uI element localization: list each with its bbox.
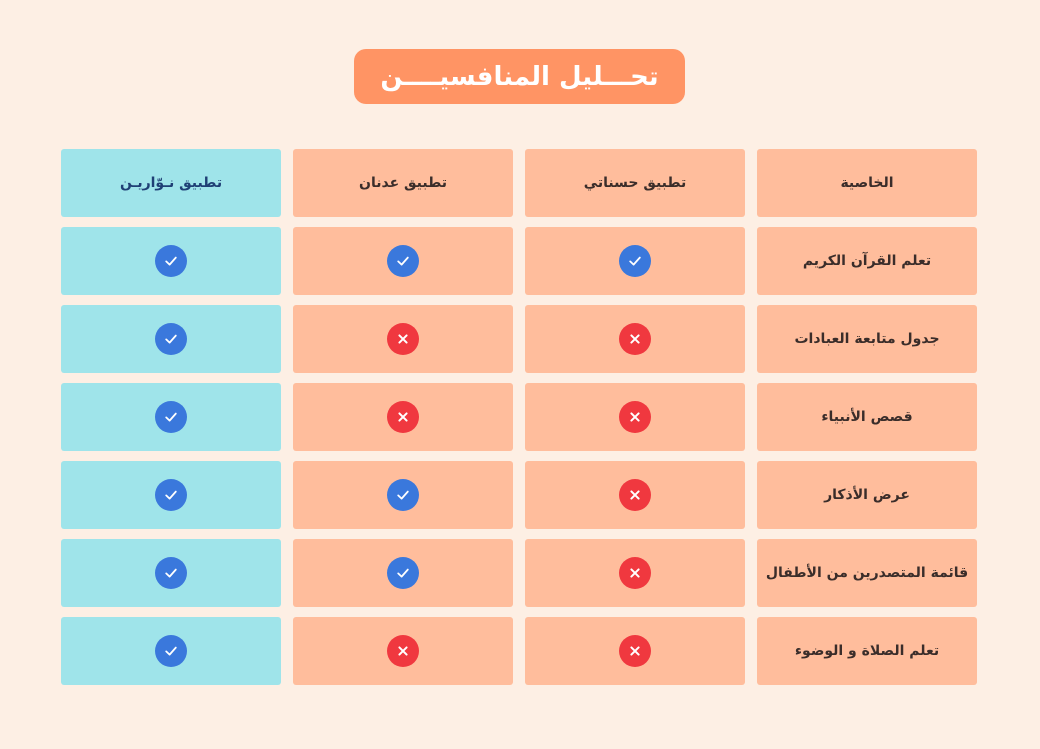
check-circle-icon — [155, 557, 187, 589]
status-cell — [293, 539, 513, 607]
check-circle-icon — [387, 245, 419, 277]
header-hasanati: تطبيق حسناتي — [525, 149, 745, 217]
check-circle-icon — [387, 479, 419, 511]
cross-circle-icon — [619, 635, 651, 667]
check-circle-icon — [619, 245, 651, 277]
status-cell — [61, 617, 281, 685]
status-cell — [525, 305, 745, 373]
status-cell — [525, 539, 745, 607]
cross-circle-icon — [387, 635, 419, 667]
cross-circle-icon — [619, 557, 651, 589]
check-circle-icon — [155, 401, 187, 433]
status-cell — [525, 617, 745, 685]
status-cell — [61, 227, 281, 295]
feature-label: تعلم القرآن الكريم — [757, 227, 977, 295]
cross-circle-icon — [619, 323, 651, 355]
status-cell — [61, 539, 281, 607]
feature-label: عرض الأذكار — [757, 461, 977, 529]
header-adnan: تطبيق عدنان — [293, 149, 513, 217]
status-cell — [293, 383, 513, 451]
status-cell — [525, 227, 745, 295]
check-circle-icon — [155, 323, 187, 355]
status-cell — [293, 305, 513, 373]
cross-circle-icon — [387, 401, 419, 433]
check-circle-icon — [387, 557, 419, 589]
feature-label: تعلم الصلاة و الوضوء — [757, 617, 977, 685]
header-feature: الخاصية — [757, 149, 977, 217]
header-nawarin: تطبيق نـوّاريـن — [61, 149, 281, 217]
status-cell — [525, 461, 745, 529]
check-circle-icon — [155, 245, 187, 277]
status-cell — [293, 617, 513, 685]
feature-label: جدول متابعة العبادات — [757, 305, 977, 373]
cross-circle-icon — [619, 401, 651, 433]
feature-label: قائمة المتصدرين من الأطفال — [757, 539, 977, 607]
status-cell — [61, 461, 281, 529]
status-cell — [293, 461, 513, 529]
status-cell — [61, 383, 281, 451]
page-title: تحـــليل المنافسيــــن — [354, 49, 685, 104]
competitor-table — [61, 149, 977, 685]
feature-label: قصص الأنبياء — [757, 383, 977, 451]
status-cell — [61, 305, 281, 373]
check-circle-icon — [155, 635, 187, 667]
check-circle-icon — [155, 479, 187, 511]
cross-circle-icon — [619, 479, 651, 511]
cross-circle-icon — [387, 323, 419, 355]
status-cell — [293, 227, 513, 295]
status-cell — [525, 383, 745, 451]
